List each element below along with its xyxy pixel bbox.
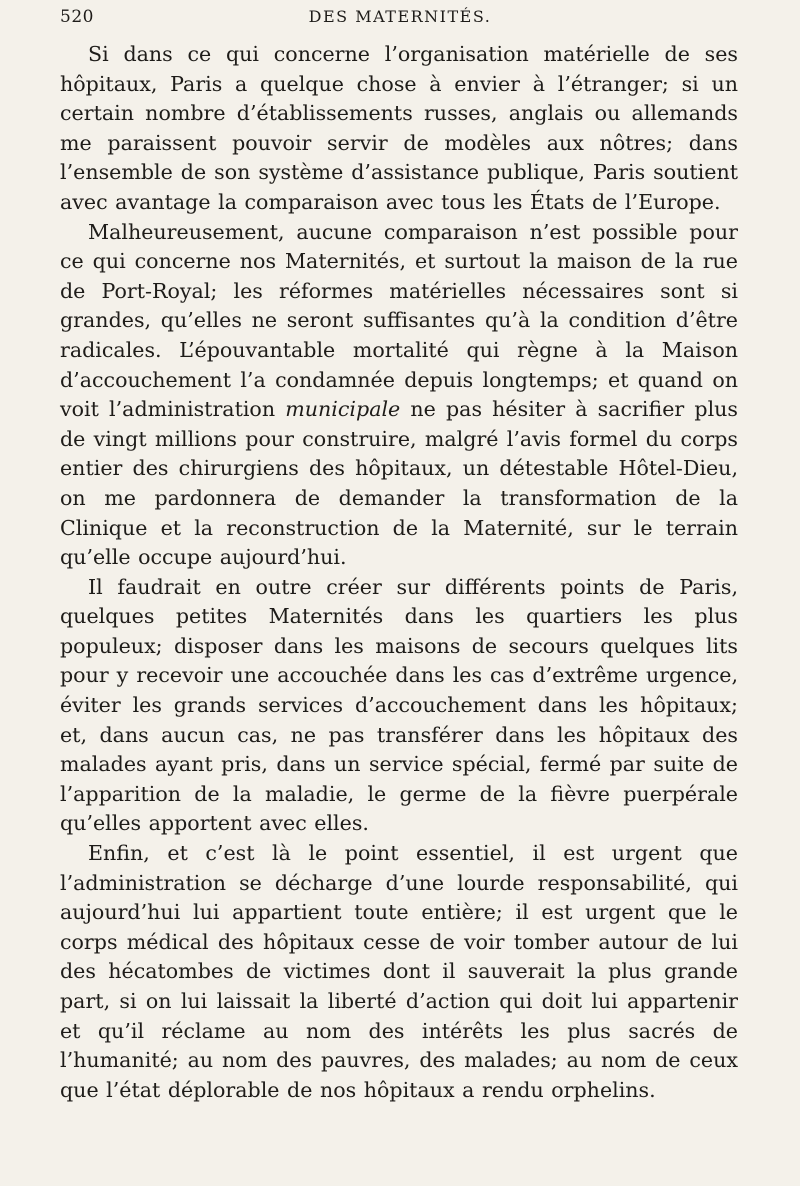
paragraph-3: Il faudrait en outre créer sur différents points de Paris, quelques petites Maternités dans les quartiers les plus populeux; disposer dans les maisons de secours quelques lits pour y recevoir une accouchée dans les cas d’extrême urgence, éviter les grands services d’accouchement dans les hôpitaux; et, dans aucun cas, ne pas transférer dans les hôpitaux des malades ayant pris, dans un service spécial, fermé par suite de l’apparition de la maladie, le germe de la fièvre puerpérale qu’elles apportent avec elles. xyxy=(60,574,738,836)
body-text xyxy=(60,40,738,1105)
paragraph-2-part-1: Malheureusement, aucune comparaison n’est possible pour ce qui concerne nos Maternités, et surtout la maison de la rue de Port-Royal; les réformes matérielles nécessaires sont si grandes, qu’elles ne seront suffisantes qu’à la condition d’être radicales. L’épouvantable mortalité qui règne à la Maison d’accouchement l’a condamnée depuis longtemps; et quand on voit l’administration xyxy=(60,219,738,422)
page-header xyxy=(60,7,740,33)
paragraph-1: Si dans ce qui concerne l’organisation matérielle de ses hôpitaux, Paris a quelque chose à envier à l’étranger; si un certain nombre d’établissements russes, anglais ou allemands me paraissent pouvoir servir de modèles aux nôtres; dans l’ensemble de son système d’assistance publique, Paris soutient avec avantage la comparaison avec tous les États de l’Europe. xyxy=(60,42,738,214)
paragraph-2-part-2: ne pas hésiter à sacrifier plus de vingt millions pour construire, malgré l’avis formel du corps entier des chirurgiens des hôpitaux, un détestable Hôtel-Dieu, on me pardonnera de demander la transformation de la Clinique et la reconstruction de la Maternité, sur le terrain qu’elle occupe aujourd’hui. xyxy=(60,397,738,570)
running-title: DES MATERNITÉS. xyxy=(308,7,492,26)
paragraph-4: Enfin, et c’est là le point essentiel, il est urgent que l’administration se décharge d’une lourde responsabilité, qui aujourd’hui lui appartient toute entière; il est urgent que le corps médical des hôpitaux cesse de voir tomber autour de lui des hécatombes de victimes dont il sauverait la plus grande part, si on lui laissait la liberté d’action qui doit lui appartenir et qu’il réclame au nom des intérêts les plus sacrés de l’humanité; au nom des pauvres, des malades; au nom de ceux que l’état déplorable de nos hôpitaux a rendu orphelins. xyxy=(60,841,738,1102)
emphasis-municipale: municipale xyxy=(285,397,401,422)
paragraph-2 xyxy=(60,218,738,573)
page-number: 520 xyxy=(60,7,94,27)
